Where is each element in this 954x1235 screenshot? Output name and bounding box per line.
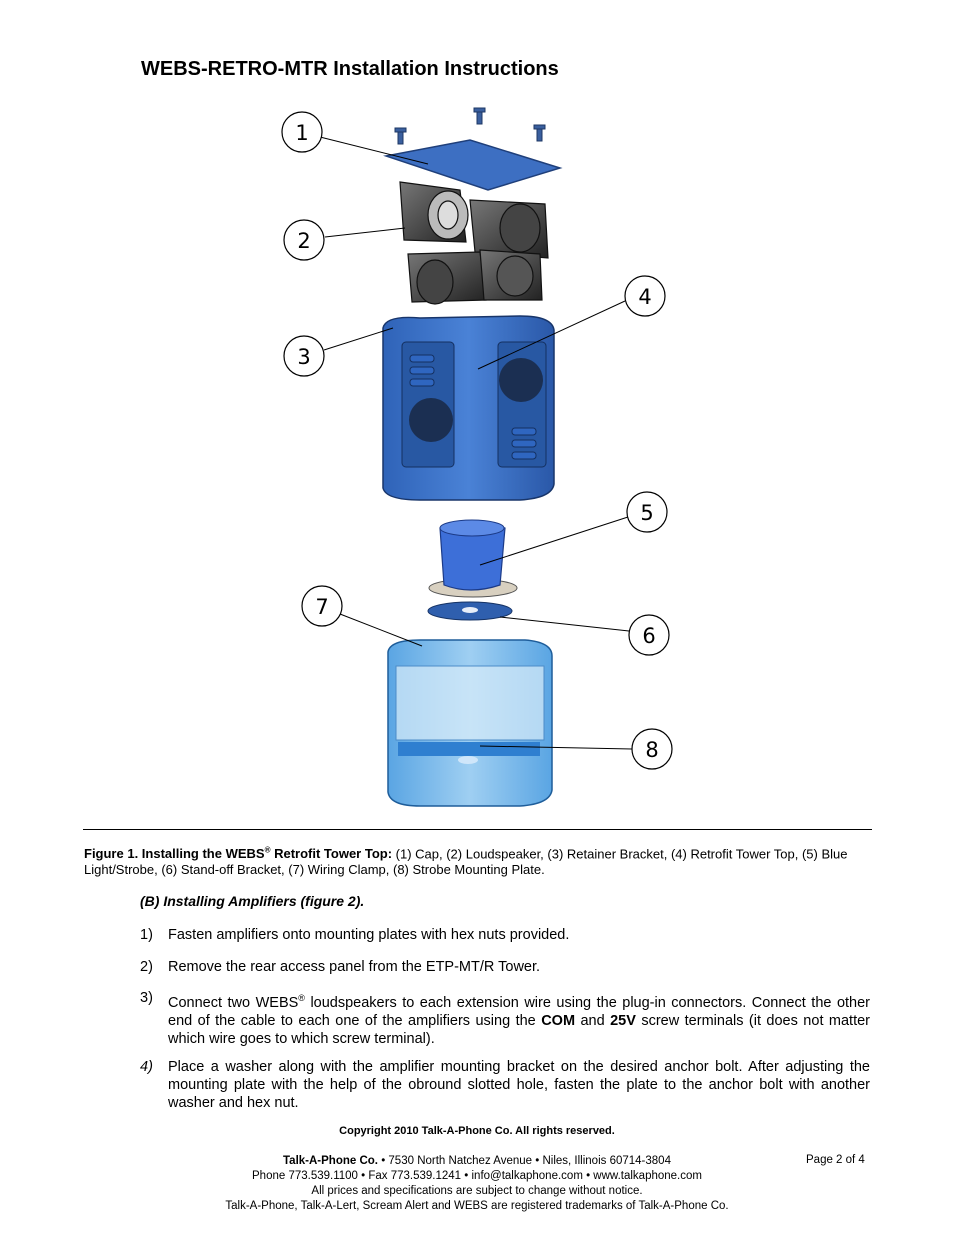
step-text [168, 989, 870, 1048]
copyright-notice: Copyright 2010 Talk-A-Phone Co. All rights reserved. [339, 1125, 615, 1137]
caption-registered-mark: ® [264, 846, 271, 855]
callout-5 [627, 492, 667, 532]
loudspeaker-part [400, 182, 548, 304]
svg-text:4: 4 [638, 285, 652, 309]
caption-text: (1) Cap, (2) Loudspeaker, (3) Retainer Bracket, (4) Retrofit Tower Top, (5) Blue Light/Strobe, (6) Stand-off Bracket, (7) Wiring Clamp, (8) Strobe Mounting Plate. [84, 846, 848, 878]
exploded-assembly-figure [270, 100, 700, 815]
caption-bold-start: Figure 1. Installing the WEBS [84, 846, 265, 862]
footer-company: Talk-A-Phone Co. [283, 1155, 378, 1167]
page-title: WEBS-RETRO-MTR Installation Instructions [141, 58, 559, 80]
terminal-25v: 25V [610, 1012, 636, 1029]
step-3 [140, 989, 870, 1048]
step-number: 2) [140, 959, 153, 975]
callout-3 [284, 336, 324, 376]
footer-trademarks: Talk-A-Phone, Talk-A-Lert, Scream Alert and WEBS are registered trademarks of Talk-A-Phone Co. [225, 1200, 729, 1212]
retrofit-tower-top-part [383, 316, 554, 500]
svg-text:7: 7 [315, 595, 329, 619]
callout-7 [302, 586, 342, 626]
callout-1 [282, 112, 322, 152]
step-text-part: loudspeakers to each extension wire using the plug-in connectors. Connect the other end of the cable to each one of the amplifiers using the [168, 994, 871, 1029]
step-number: 4) [140, 1059, 153, 1075]
step-text-part: and [575, 1012, 611, 1029]
step-text-part: Connect two WEBS [168, 994, 299, 1011]
step-1 [140, 926, 870, 944]
cap-screws [395, 108, 545, 144]
caption-bold-end: Retrofit Tower Top: [270, 846, 393, 862]
tower-base-part [388, 640, 552, 806]
step-number: 3) [140, 990, 153, 1006]
callout-8 [632, 729, 672, 769]
caption-divider [83, 829, 872, 830]
svg-text:6: 6 [642, 624, 656, 648]
callout-4 [625, 276, 665, 316]
registered-mark: ® [298, 993, 305, 1003]
cap-part [386, 140, 560, 190]
stand-off-bracket-part [428, 602, 512, 620]
figure-caption [84, 843, 874, 878]
footer-address: • 7530 North Natchez Avenue • Niles, Illinois 60714-3804 [378, 1155, 671, 1167]
step-text: Place a washer along with the amplifier mounting bracket on the desired anchor bolt. After adjusting the mounting plate with the help of the obround slotted hole, fasten the plate to the anchor bolt with another washer and hex nut. [168, 1059, 870, 1111]
svg-text:5: 5 [640, 501, 654, 525]
svg-text:8: 8 [645, 738, 659, 762]
callout-6 [629, 615, 669, 655]
blue-light-strobe-part [429, 520, 517, 597]
footer-contact: Phone 773.539.1100 • Fax 773.539.1241 • info@talkaphone.com • www.talkaphone.com [252, 1170, 702, 1182]
svg-text:2: 2 [297, 229, 311, 253]
step-text-part: screw terminals (it does not matter which wire goes to which screw terminal). [168, 1012, 870, 1047]
step-4 [140, 1058, 870, 1112]
step-2 [140, 958, 870, 976]
page-number: Page 2 of 4 [806, 1154, 865, 1166]
step-number: 1) [140, 927, 153, 943]
svg-text:3: 3 [297, 345, 311, 369]
step-text: Fasten amplifiers onto mounting plates with hex nuts provided. [168, 927, 570, 943]
svg-text:1: 1 [295, 121, 309, 145]
footer-disclaimer: All prices and specifications are subject to change without notice. [311, 1185, 643, 1197]
callout-2 [284, 220, 324, 260]
terminal-com: COM [541, 1012, 576, 1029]
section-heading: (B) Installing Amplifiers (figure 2). [140, 893, 365, 909]
step-text: Remove the rear access panel from the ETP-MT/R Tower. [168, 959, 541, 975]
